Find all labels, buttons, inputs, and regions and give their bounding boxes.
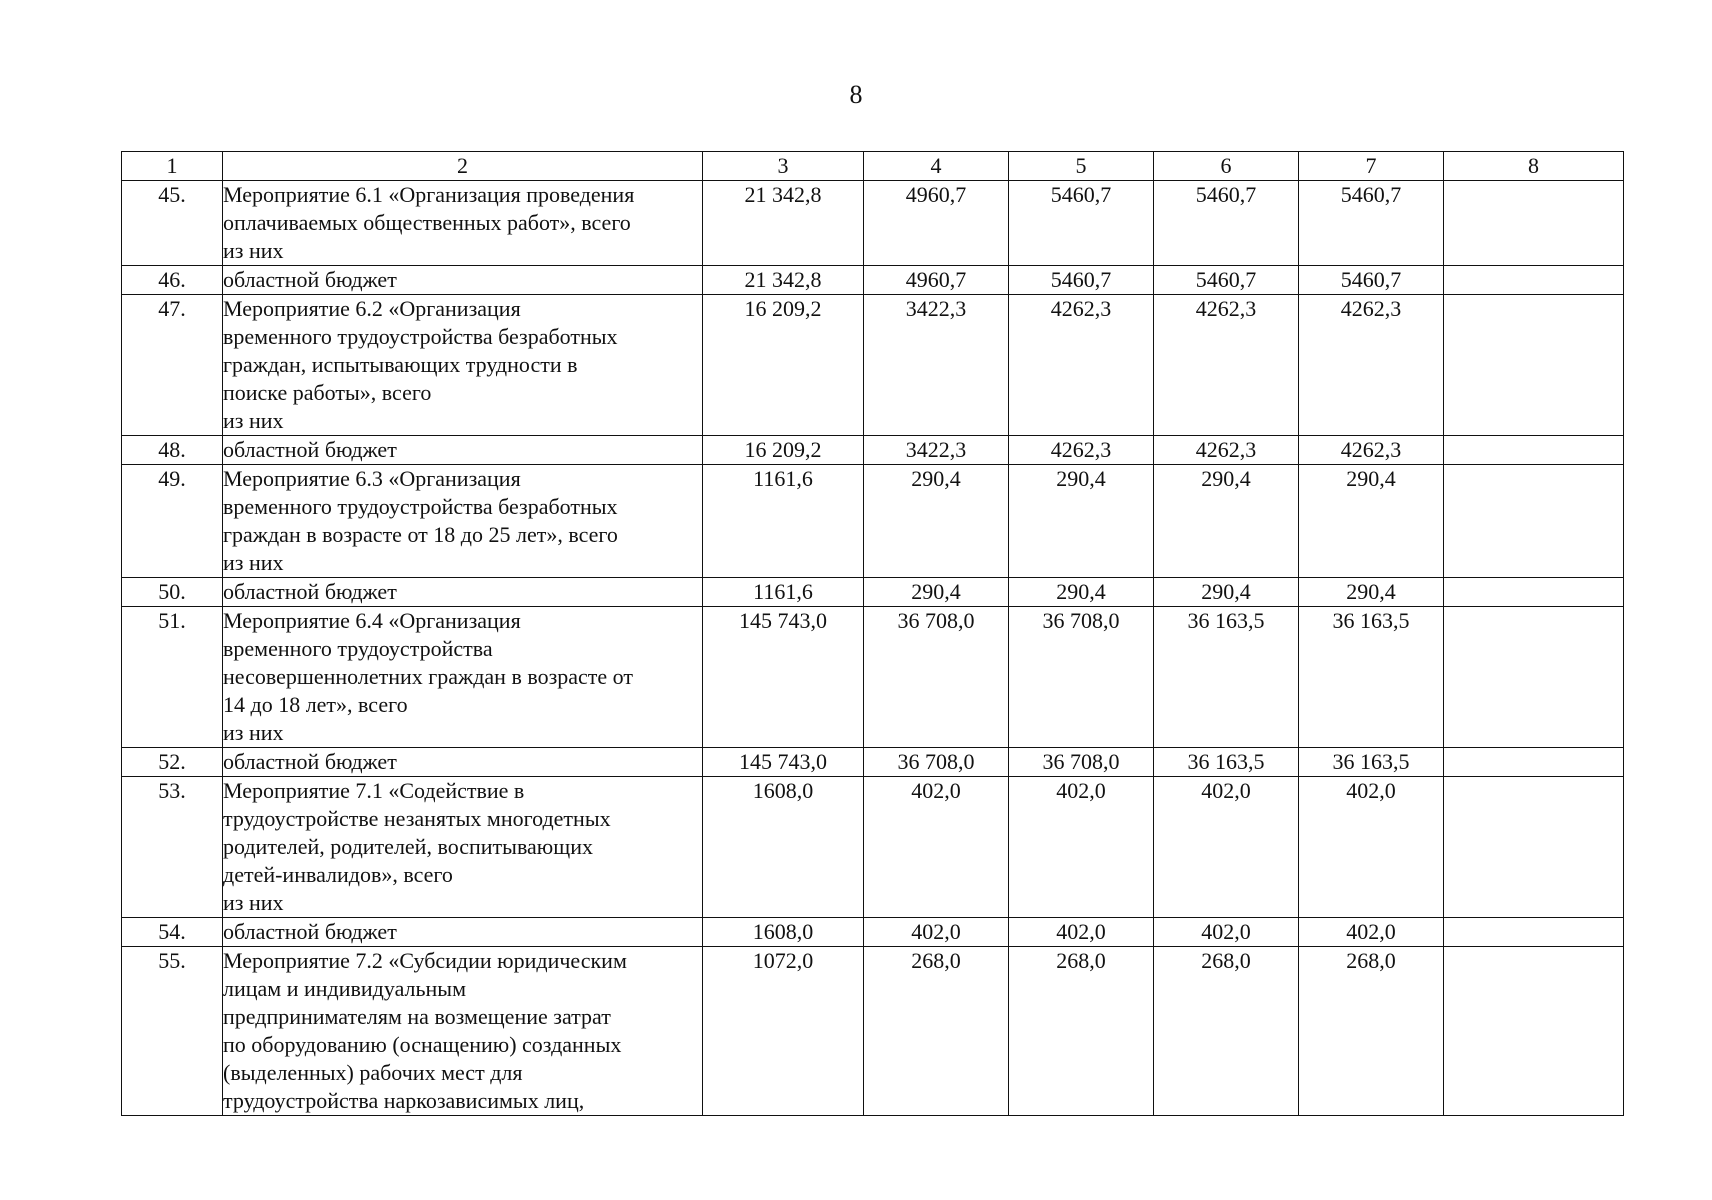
row-description <box>223 436 703 465</box>
description-line: трудоустройства наркозависимых лиц, <box>223 1088 585 1113</box>
description-line: оплачиваемых общественных работ», всего <box>223 210 631 235</box>
value-cell: 36 708,0 <box>864 607 1009 748</box>
description-line: областной бюджет <box>223 749 397 774</box>
table-row <box>122 777 1624 918</box>
description-line: из них <box>223 238 284 263</box>
value-cell: 402,0 <box>1154 777 1299 918</box>
column-header: 4 <box>864 152 1009 181</box>
description-line: поиске работы», всего <box>223 380 432 405</box>
description-line: областной бюджет <box>223 579 397 604</box>
value-cell: 4262,3 <box>1299 436 1444 465</box>
value-cell <box>1444 578 1624 607</box>
description-line: областной бюджет <box>223 919 397 944</box>
description-line: Мероприятие 6.3 «Организация <box>223 466 521 491</box>
row-number: 55. <box>122 947 223 1116</box>
value-cell: 402,0 <box>1154 918 1299 947</box>
description-line: временного трудоустройства безработных <box>223 324 618 349</box>
value-cell: 4262,3 <box>1154 436 1299 465</box>
value-cell <box>1444 947 1624 1116</box>
row-description <box>223 777 703 918</box>
value-cell: 3422,3 <box>864 436 1009 465</box>
description-line: родителей, родителей, воспитывающих <box>223 834 593 859</box>
description-line: из них <box>223 408 284 433</box>
value-cell: 268,0 <box>1299 947 1444 1116</box>
value-cell: 290,4 <box>864 578 1009 607</box>
description-line: из них <box>223 720 284 745</box>
description-line: Мероприятие 6.4 «Организация <box>223 608 521 633</box>
page-number: 8 <box>849 80 863 109</box>
value-cell: 36 708,0 <box>1009 607 1154 748</box>
value-cell: 16 209,2 <box>703 436 864 465</box>
value-cell <box>1444 436 1624 465</box>
row-number: 45. <box>122 181 223 266</box>
row-number: 46. <box>122 266 223 295</box>
description-line: временного трудоустройства <box>223 636 493 661</box>
value-cell: 4960,7 <box>864 266 1009 295</box>
value-cell: 5460,7 <box>1154 181 1299 266</box>
value-cell <box>1444 181 1624 266</box>
value-cell: 402,0 <box>864 918 1009 947</box>
description-line: временного трудоустройства безработных <box>223 494 618 519</box>
column-header: 5 <box>1009 152 1154 181</box>
value-cell: 290,4 <box>1154 465 1299 578</box>
row-number: 53. <box>122 777 223 918</box>
value-cell: 290,4 <box>864 465 1009 578</box>
column-header: 8 <box>1444 152 1624 181</box>
row-number: 54. <box>122 918 223 947</box>
table-row <box>122 295 1624 436</box>
value-cell: 36 163,5 <box>1299 607 1444 748</box>
value-cell: 4960,7 <box>864 181 1009 266</box>
description-line: 14 до 18 лет», всего <box>223 692 408 717</box>
description-line: граждан, испытывающих трудности в <box>223 352 578 377</box>
table-row <box>122 181 1624 266</box>
value-cell: 402,0 <box>864 777 1009 918</box>
value-cell: 36 163,5 <box>1154 607 1299 748</box>
value-cell: 1608,0 <box>703 777 864 918</box>
table-row <box>122 266 1624 295</box>
description-line: из них <box>223 890 284 915</box>
row-description <box>223 748 703 777</box>
value-cell: 402,0 <box>1009 918 1154 947</box>
description-line: областной бюджет <box>223 437 397 462</box>
value-cell: 4262,3 <box>1009 295 1154 436</box>
value-cell: 4262,3 <box>1154 295 1299 436</box>
column-header: 2 <box>223 152 703 181</box>
row-number: 50. <box>122 578 223 607</box>
description-line: Мероприятие 6.2 «Организация <box>223 296 521 321</box>
value-cell: 5460,7 <box>1154 266 1299 295</box>
row-number: 48. <box>122 436 223 465</box>
value-cell: 36 163,5 <box>1154 748 1299 777</box>
value-cell: 290,4 <box>1299 578 1444 607</box>
description-line: предпринимателям на возмещение затрат <box>223 1004 611 1029</box>
value-cell: 21 342,8 <box>703 181 864 266</box>
value-cell <box>1444 918 1624 947</box>
description-line: из них <box>223 550 284 575</box>
value-cell <box>1444 777 1624 918</box>
value-cell <box>1444 295 1624 436</box>
value-cell: 268,0 <box>1009 947 1154 1116</box>
row-description <box>223 947 703 1116</box>
description-line: областной бюджет <box>223 267 397 292</box>
value-cell: 1161,6 <box>703 465 864 578</box>
value-cell: 36 708,0 <box>1009 748 1154 777</box>
value-cell: 1161,6 <box>703 578 864 607</box>
value-cell <box>1444 465 1624 578</box>
value-cell: 290,4 <box>1009 465 1154 578</box>
value-cell: 4262,3 <box>1009 436 1154 465</box>
row-number: 51. <box>122 607 223 748</box>
value-cell: 1072,0 <box>703 947 864 1116</box>
description-line: детей-инвалидов», всего <box>223 862 453 887</box>
table-row <box>122 607 1624 748</box>
value-cell: 290,4 <box>1154 578 1299 607</box>
description-line: лицам и индивидуальным <box>223 976 467 1001</box>
row-description <box>223 465 703 578</box>
value-cell: 145 743,0 <box>703 607 864 748</box>
row-description <box>223 578 703 607</box>
description-line: (выделенных) рабочих мест для <box>223 1060 523 1085</box>
table-row <box>122 436 1624 465</box>
value-cell: 21 342,8 <box>703 266 864 295</box>
column-header: 7 <box>1299 152 1444 181</box>
value-cell: 36 708,0 <box>864 748 1009 777</box>
value-cell: 5460,7 <box>1009 266 1154 295</box>
value-cell <box>1444 607 1624 748</box>
value-cell <box>1444 266 1624 295</box>
row-description <box>223 295 703 436</box>
description-line: трудоустройстве незанятых многодетных <box>223 806 611 831</box>
row-description <box>223 181 703 266</box>
value-cell: 4262,3 <box>1299 295 1444 436</box>
column-header: 1 <box>122 152 223 181</box>
value-cell: 402,0 <box>1009 777 1154 918</box>
table-row <box>122 947 1624 1116</box>
row-description <box>223 607 703 748</box>
value-cell: 16 209,2 <box>703 295 864 436</box>
column-header: 3 <box>703 152 864 181</box>
description-line: Мероприятие 7.2 «Субсидии юридическим <box>223 948 627 973</box>
row-description <box>223 266 703 295</box>
table-row <box>122 465 1624 578</box>
value-cell: 36 163,5 <box>1299 748 1444 777</box>
value-cell: 3422,3 <box>864 295 1009 436</box>
value-cell: 402,0 <box>1299 918 1444 947</box>
row-number: 52. <box>122 748 223 777</box>
description-line: Мероприятие 6.1 «Организация проведения <box>223 182 635 207</box>
table-row <box>122 578 1624 607</box>
value-cell: 1608,0 <box>703 918 864 947</box>
value-cell: 145 743,0 <box>703 748 864 777</box>
row-number: 47. <box>122 295 223 436</box>
value-cell: 290,4 <box>1009 578 1154 607</box>
table-row <box>122 748 1624 777</box>
value-cell: 5460,7 <box>1009 181 1154 266</box>
budget-table <box>121 151 1624 1116</box>
description-line: несовершеннолетних граждан в возрасте от <box>223 664 634 689</box>
row-description <box>223 918 703 947</box>
value-cell: 268,0 <box>864 947 1009 1116</box>
description-line: по оборудованию (оснащению) созданных <box>223 1032 622 1057</box>
row-number: 49. <box>122 465 223 578</box>
value-cell: 290,4 <box>1299 465 1444 578</box>
value-cell: 5460,7 <box>1299 266 1444 295</box>
description-line: граждан в возрасте от 18 до 25 лет», всего <box>223 522 618 547</box>
column-header: 6 <box>1154 152 1299 181</box>
value-cell <box>1444 748 1624 777</box>
table-row <box>122 918 1624 947</box>
value-cell: 5460,7 <box>1299 181 1444 266</box>
description-line: Мероприятие 7.1 «Содействие в <box>223 778 525 803</box>
value-cell: 268,0 <box>1154 947 1299 1116</box>
header-row <box>122 152 1624 181</box>
value-cell: 402,0 <box>1299 777 1444 918</box>
